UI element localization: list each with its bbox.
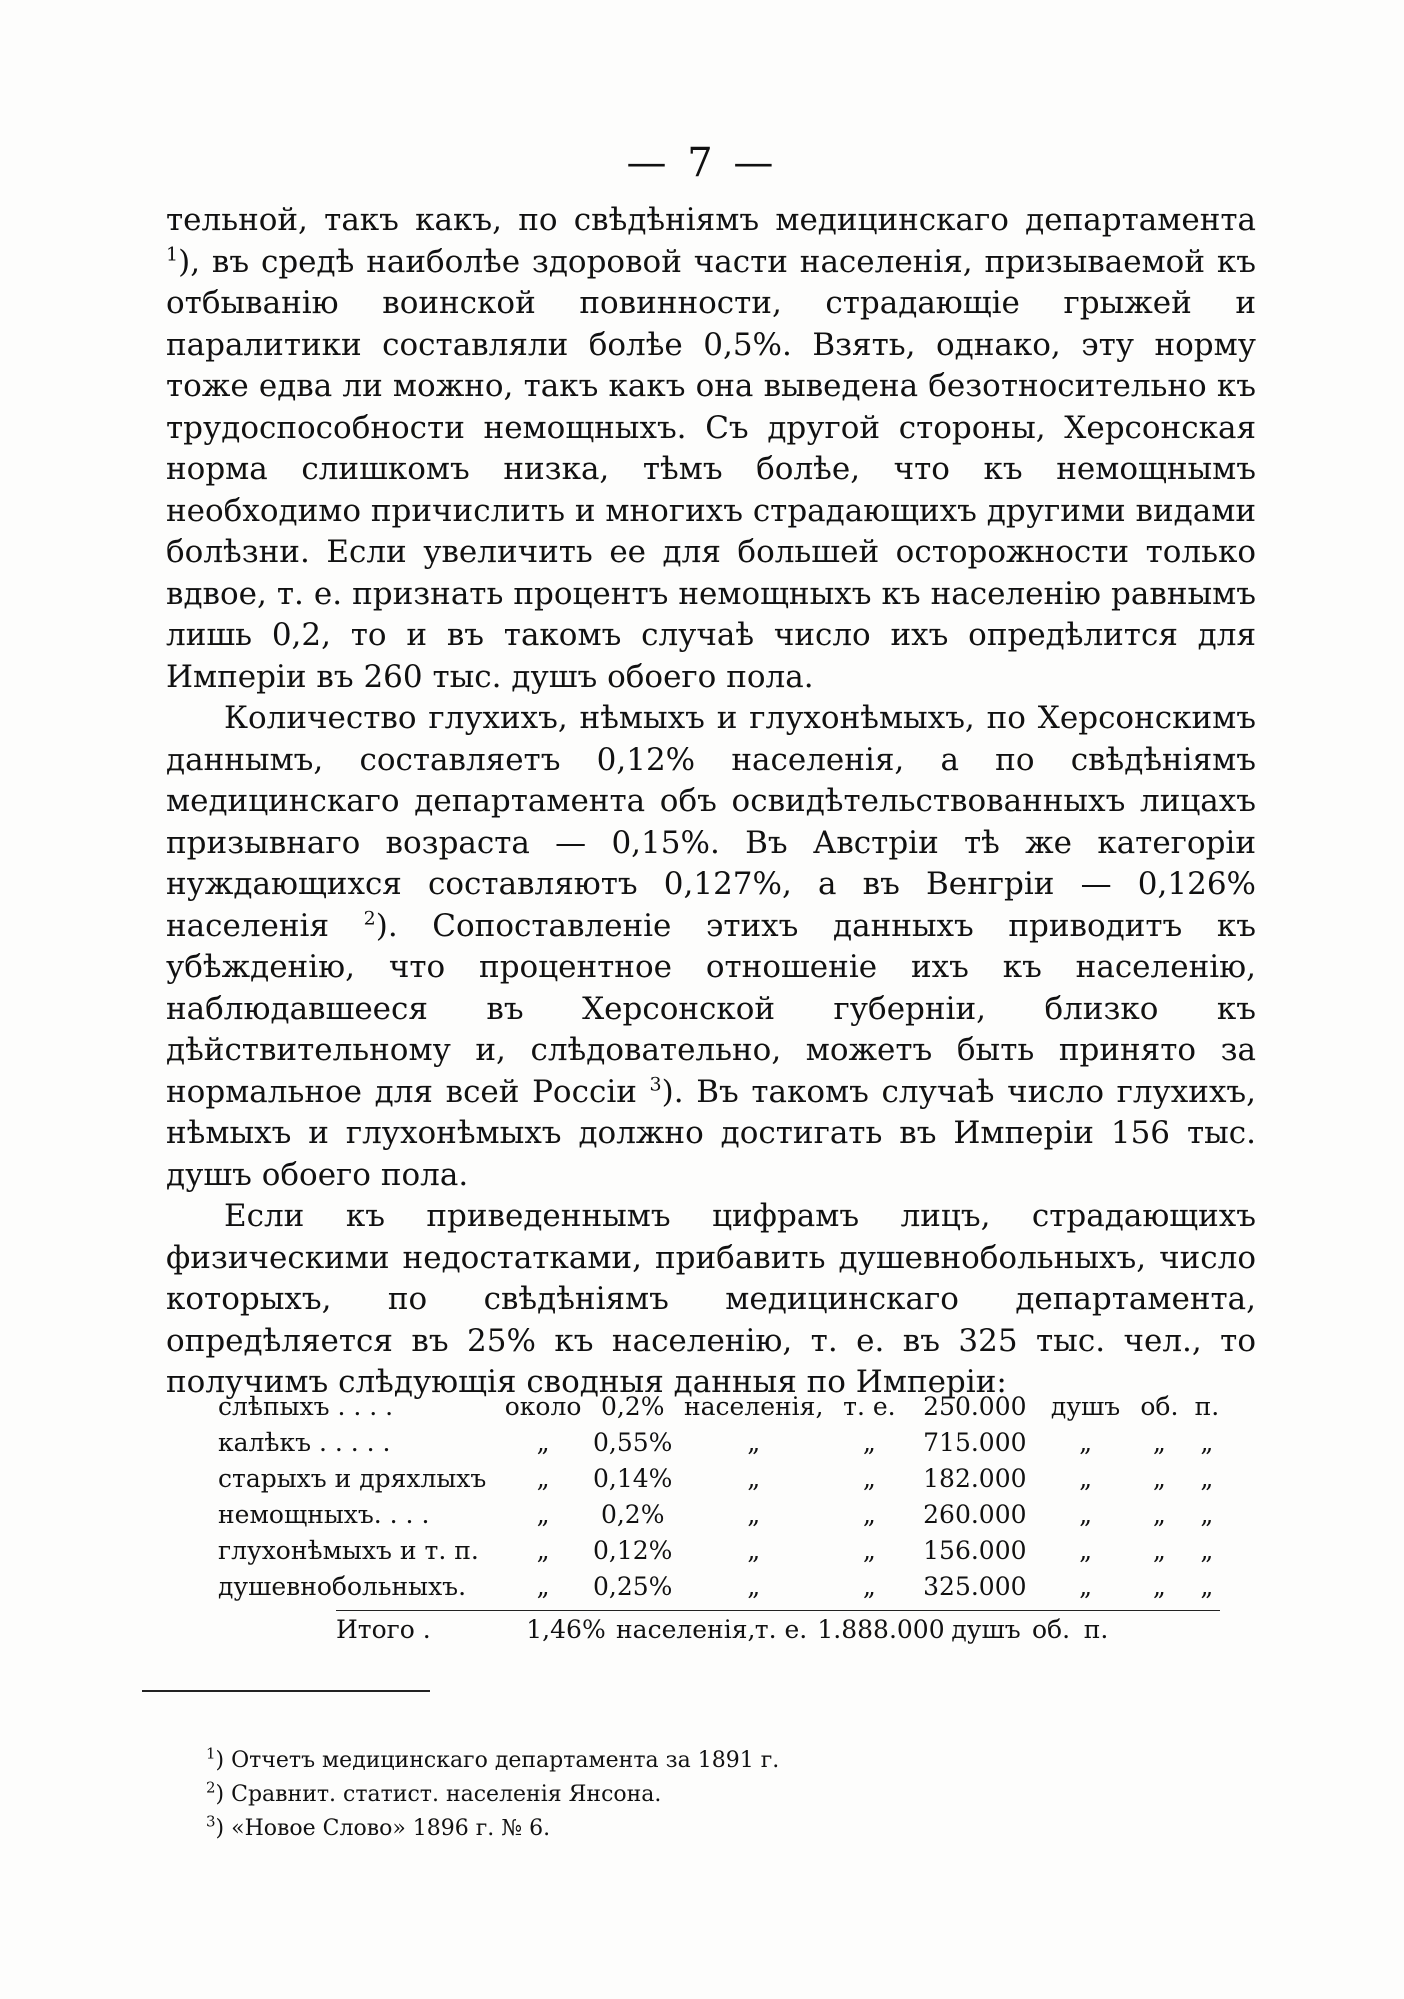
row-percent: 0,14% <box>593 1463 673 1493</box>
footnote-rule <box>142 1690 430 1692</box>
row-category: калѣкъ . . . . . <box>218 1427 391 1457</box>
row-ob: „ <box>1152 1427 1166 1457</box>
row-count: 260.000 <box>923 1499 1027 1529</box>
row-ob: „ <box>1152 1463 1166 1493</box>
total-label: Итого . <box>336 1615 431 1644</box>
row-category: слѣпыхъ . . . . <box>218 1391 394 1421</box>
table-row <box>218 1424 1228 1460</box>
row-percent: 0,2% <box>600 1499 665 1529</box>
total-dush: душъ <box>951 1615 1021 1644</box>
row-percent: 0,25% <box>593 1571 673 1601</box>
summary-table <box>218 1388 1228 1644</box>
footnotes <box>206 1744 1106 1846</box>
row-p: „ <box>1200 1499 1214 1529</box>
row-population: „ <box>747 1427 761 1457</box>
total-rule <box>336 1610 1220 1611</box>
row-p: „ <box>1200 1427 1214 1457</box>
body-text <box>166 200 1256 1404</box>
total-percent: 1,46% <box>526 1615 606 1644</box>
row-ob: „ <box>1152 1571 1166 1601</box>
row-te: „ <box>862 1427 876 1457</box>
total-ob: об. <box>1031 1615 1071 1644</box>
row-p: „ <box>1200 1463 1214 1493</box>
paragraph-1: тельной, такъ какъ, по свѣдѣніямъ медицинскаго департамента $^1$), въ средѣ наиболѣе здоровой части населенія, призываемой къ отбыванію воинской повинности, страдающіе грыжей и паралитики составляли болѣе 0,5%. Взять, однако, эту норму тоже едва ли можно, такъ какъ она выведена безотносительно къ трудоспособности немощныхъ. Съ другой стороны, Херсонская норма слишкомъ низка, тѣмъ болѣе, что къ немощнымъ необходимо причислить и многихъ страдающихъ другими видами болѣзни. Если увеличить ее для большей осторожности только вдвое, т. е. признать процентъ немощныхъ къ населенію равнымъ лишь 0,2, то и въ такомъ случаѣ число ихъ опредѣлится для Имперіи въ 260 тыс. душъ обоего пола. <box>166 202 1256 695</box>
row-percent: 0,55% <box>593 1427 673 1457</box>
row-about: „ <box>536 1571 550 1601</box>
page-number: — 7 — <box>626 140 778 186</box>
row-te: „ <box>862 1463 876 1493</box>
row-ob: об. <box>1140 1391 1179 1421</box>
row-te: „ <box>862 1571 876 1601</box>
row-te: т. е. <box>843 1391 896 1421</box>
row-about: „ <box>536 1427 550 1457</box>
row-population: „ <box>747 1463 761 1493</box>
table-row <box>218 1532 1228 1568</box>
row-count: 182.000 <box>923 1463 1027 1493</box>
row-population: населенія, <box>683 1391 824 1421</box>
footnote-ref-2[interactable]: 2 <box>363 907 376 930</box>
total-te: т. е. <box>754 1615 808 1644</box>
table-row <box>218 1568 1228 1604</box>
footnote-3: $^3$) «Новое Слово» 1896 г. № 6. <box>206 1812 551 1841</box>
row-count: 325.000 <box>923 1571 1027 1601</box>
row-population: „ <box>747 1571 761 1601</box>
row-dush: „ <box>1079 1499 1093 1529</box>
row-p: п. <box>1194 1391 1220 1421</box>
total-count: 1.888.000 <box>817 1615 945 1644</box>
row-percent: 0,12% <box>593 1535 673 1565</box>
table-row <box>218 1388 1228 1424</box>
footnote-2: $^2$) Сравнит. статист. населенія Янсона. <box>206 1778 662 1807</box>
row-te: „ <box>862 1499 876 1529</box>
row-count: 250.000 <box>923 1391 1027 1421</box>
row-about: „ <box>536 1463 550 1493</box>
row-about: около <box>504 1391 582 1421</box>
row-p: „ <box>1200 1571 1214 1601</box>
row-population: „ <box>747 1535 761 1565</box>
row-dush: „ <box>1079 1427 1093 1457</box>
row-category: душевнобольныхъ. <box>218 1571 467 1601</box>
row-dush: „ <box>1079 1535 1093 1565</box>
row-te: „ <box>862 1535 876 1565</box>
row-about: „ <box>536 1535 550 1565</box>
footnote-1: $^1$) Отчетъ медицинскаго департамента за 1891 г. <box>206 1744 780 1773</box>
paragraph-3: Если къ приведеннымъ цифрамъ лицъ, страдающихъ физическими недостатками, прибавить душевнобольныхъ, число которыхъ, по свѣдѣніямъ медицинскаго департамента, опредѣляется въ 25% къ населенію, т. е. въ 325 тыс. чел., то получимъ слѣдующія сводныя данныя по Имперіи: <box>166 1198 1256 1400</box>
table-row <box>218 1496 1228 1532</box>
row-category: старыхъ и дряхлыхъ <box>218 1463 487 1493</box>
row-count: 156.000 <box>923 1535 1027 1565</box>
row-count: 715.000 <box>923 1427 1027 1457</box>
row-dush: душъ <box>1050 1391 1121 1421</box>
table-row <box>218 1460 1228 1496</box>
paragraph-2: Количество глухихъ, нѣмыхъ и глухонѣмыхъ, по Херсонскимъ даннымъ, составляетъ 0,12% населенія, а по свѣдѣніямъ медицинскаго департамента объ освидѣтельствованныхъ лицахъ призывнаго возраста — 0,15%. Въ Австріи тѣ же категоріи нуждающихся составляютъ 0,127%, а въ Венгріи — 0,126% населенія $^2$). Сопоставленіе этихъ данныхъ приводитъ къ убѣжденію, что процентное отношеніе ихъ къ населенію, наблюдавшееся въ Херсонской губерніи, близко къ дѣйствительному и, слѣдовательно, можетъ быть принято за нормальное для всей Россіи $^3$). Въ такомъ случаѣ число глухихъ, нѣмыхъ и глухонѣмыхъ должно достигать въ Имперіи 156 тыс. душъ обоего пола. <box>166 700 1257 1193</box>
footnote-ref-3[interactable]: 3 <box>649 1073 662 1096</box>
row-ob: „ <box>1152 1535 1166 1565</box>
total-row <box>218 1615 1228 1644</box>
row-about: „ <box>536 1499 550 1529</box>
row-p: „ <box>1200 1535 1214 1565</box>
footnote-ref-1[interactable]: 1 <box>166 243 179 266</box>
row-ob: „ <box>1152 1499 1166 1529</box>
total-population: населенія, <box>616 1615 756 1644</box>
total-p: п. <box>1083 1615 1109 1644</box>
row-population: „ <box>747 1499 761 1529</box>
row-category: немощныхъ. . . . <box>218 1499 430 1529</box>
row-category: глухонѣмыхъ и т. п. <box>218 1535 479 1565</box>
row-dush: „ <box>1079 1571 1093 1601</box>
row-dush: „ <box>1079 1463 1093 1493</box>
row-percent: 0,2% <box>600 1391 665 1421</box>
